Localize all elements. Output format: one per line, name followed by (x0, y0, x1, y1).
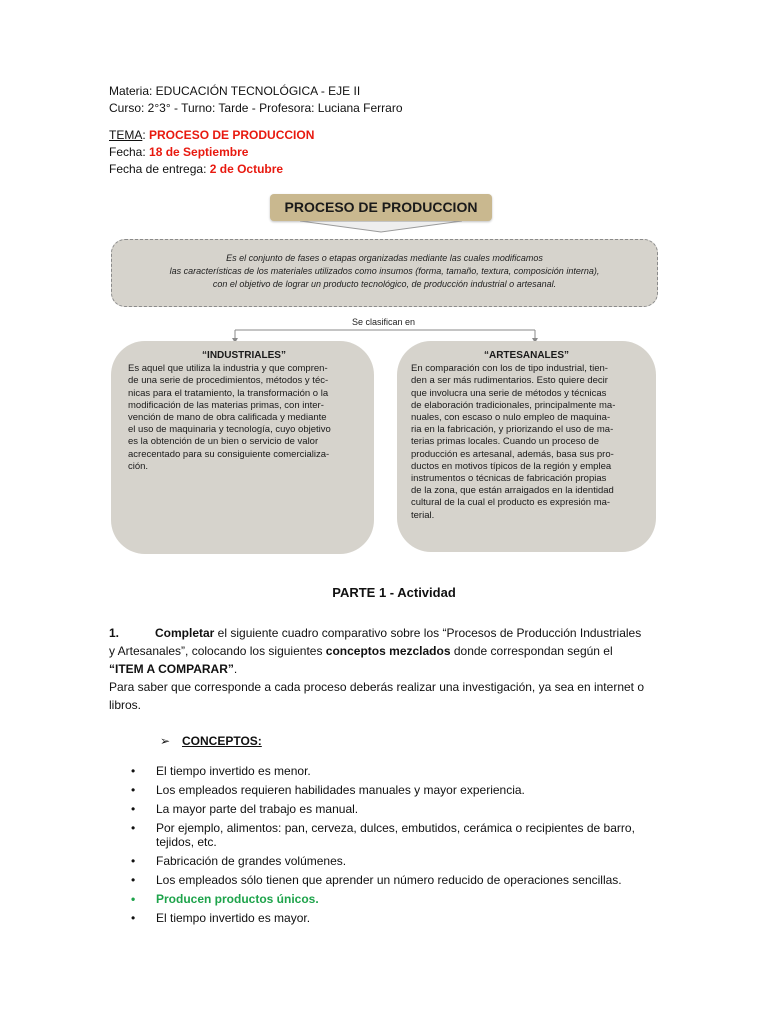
artisanal-line: En comparación con los de tipo industrial, tien- (411, 363, 608, 375)
bullet-icon: • (131, 821, 136, 835)
concept-item: • El tiempo invertido es mayor. (131, 911, 311, 925)
instruction-text-3: . (233, 662, 238, 676)
diagram-title: PROCESO DE PRODUCCION (270, 194, 492, 221)
industrial-line: acrecentado para su consiguiente comercializa- (128, 448, 330, 460)
course-line: Curso: 2°3° - Turno: Tarde - Profesora: Luciana Ferraro (109, 101, 403, 115)
industrial-title: “INDUSTRIALES” (202, 350, 286, 361)
due-date-value: 2 de Octubre (209, 162, 284, 176)
subject-line: Materia: EDUCACIÓN TECNOLÓGICA - EJE II (109, 84, 361, 98)
concept-item-highlighted: • Producen productos únicos. (131, 892, 319, 906)
concept-item: • Por ejemplo, alimentos: pan, cerveza, dulces, embutidos, cerámica o recipientes de barro, tejidos, etc. (131, 821, 635, 849)
keyword-conceptos: conceptos mezclados (325, 644, 451, 658)
concept-item: • La mayor parte del trabajo es manual. (131, 802, 359, 816)
keyword-completar: Completar (155, 626, 215, 640)
topic-block (109, 127, 314, 178)
industrial-line: nicas para el tratamiento, la transformación o la (128, 387, 329, 399)
concept-item: • Los empleados sólo tienen que aprender un número reducido de operaciones sencillas. (131, 873, 622, 887)
document-header (109, 83, 403, 117)
instruction-text-2: donde correspondan según el (450, 644, 613, 658)
artisanal-line: cultural de la cual el producto es expresión ma- (411, 497, 611, 509)
bullet-icon: • (131, 783, 136, 797)
concept-item: • Fabricación de grandes volúmenes. (131, 854, 347, 868)
artisanal-line: terias primas locales. Cuando un proceso de (411, 436, 599, 448)
artisanal-line: ria en la fabricación, y priorizando el uso de ma- (411, 424, 614, 436)
industrial-line: de una serie de procedimientos, métodos y téc- (128, 375, 329, 387)
definition-line: Es el conjunto de fases o etapas organizadas mediante las cuales modificamos (226, 253, 543, 263)
industrial-line: el uso de maquinaria y tecnología, cuyo objetivo (128, 424, 331, 436)
industrial-box (111, 341, 374, 554)
concepts-heading (160, 734, 262, 748)
artisanal-line: producción es artesanal, además, basa sus pro- (411, 448, 614, 460)
definition-box (111, 239, 658, 307)
industrial-line: es la obtención de un bien o servicio de valor (128, 436, 319, 448)
topic-label: TEMA (109, 128, 143, 142)
concept-item: • Los empleados requieren habilidades manuales y mayor experiencia. (131, 783, 525, 797)
artisanal-line: den a ser más rudimentarios. Esto quiere decir (411, 375, 608, 387)
date-line (109, 144, 314, 161)
definition-line: con el objetivo de lograr un producto tecnológico, de producción industrial o artesanal. (212, 279, 557, 289)
industrial-line: modificación de las materias primas, con inter- (128, 399, 324, 411)
artisanal-line: que involucra una serie de métodos y técnicas (411, 387, 607, 399)
concept-item: • El tiempo invertido es menor. (131, 764, 311, 778)
bullet-icon: • (131, 764, 136, 778)
artisanal-line: nuales, con escaso o nulo empleo de maquina- (411, 412, 611, 424)
bullet-icon: • (131, 802, 136, 816)
help-text: Para saber que corresponde a cada proceso deberás realizar una investigación, ya sea en internet o libros. (109, 680, 645, 712)
bullet-icon: • (131, 854, 136, 868)
keyword-item: “ITEM A COMPARAR” (109, 662, 234, 676)
industrial-line: Es aquel que utiliza la industria y que compren- (128, 363, 328, 375)
instruction-paragraph (109, 624, 649, 714)
definition-line: las características de los materiales utilizados como insumos (forma, tamaño, textura, composición interna), (169, 266, 600, 276)
topic-line: TEMA: PROCESO DE PRODUCCION (109, 128, 315, 142)
artisanal-box (397, 341, 656, 552)
artisanal-line: de la zona, que están arraigados en la identidad (411, 485, 614, 497)
topic-value: PROCESO DE PRODUCCION (149, 128, 315, 142)
item-number: 1. (109, 626, 120, 640)
date-label: Fecha: (109, 145, 150, 159)
date-value: 18 de Septiembre (149, 145, 249, 159)
artisanal-title: “ARTESANALES” (483, 350, 569, 361)
industrial-line: vención de mano de obra calificada y mediante (128, 412, 327, 424)
instruction-text-1: el siguiente cuadro comparativo sobre los “Procesos de Producción Industriales y Artesanales”, colocando los siguientes (109, 626, 642, 658)
arrow-bullet-icon: ➢ (160, 734, 171, 748)
instruction-main (109, 624, 649, 678)
bullet-icon: • (131, 911, 136, 925)
artisanal-line: instrumentos o técnicas de fabricación propias (411, 473, 607, 485)
concepts-list (131, 764, 651, 930)
classify-label: Se clasifican en (352, 317, 416, 327)
artisanal-line: ductos en motivos típicos de la región y emplea (411, 460, 612, 472)
concepts-label: CONCEPTOS: (182, 734, 262, 748)
title-arrow-icon (300, 221, 462, 233)
bullet-icon: • (131, 892, 136, 906)
activity-heading: PARTE 1 - Actividad (332, 585, 456, 600)
artisanal-line: de elaboración tradicionales, principalmente ma- (411, 399, 616, 411)
due-date-line (109, 161, 314, 178)
industrial-line: ción. (128, 460, 149, 472)
bullet-icon: • (131, 873, 136, 887)
due-date-label: Fecha de entrega: (109, 162, 210, 176)
artisanal-line: terial. (411, 509, 435, 521)
